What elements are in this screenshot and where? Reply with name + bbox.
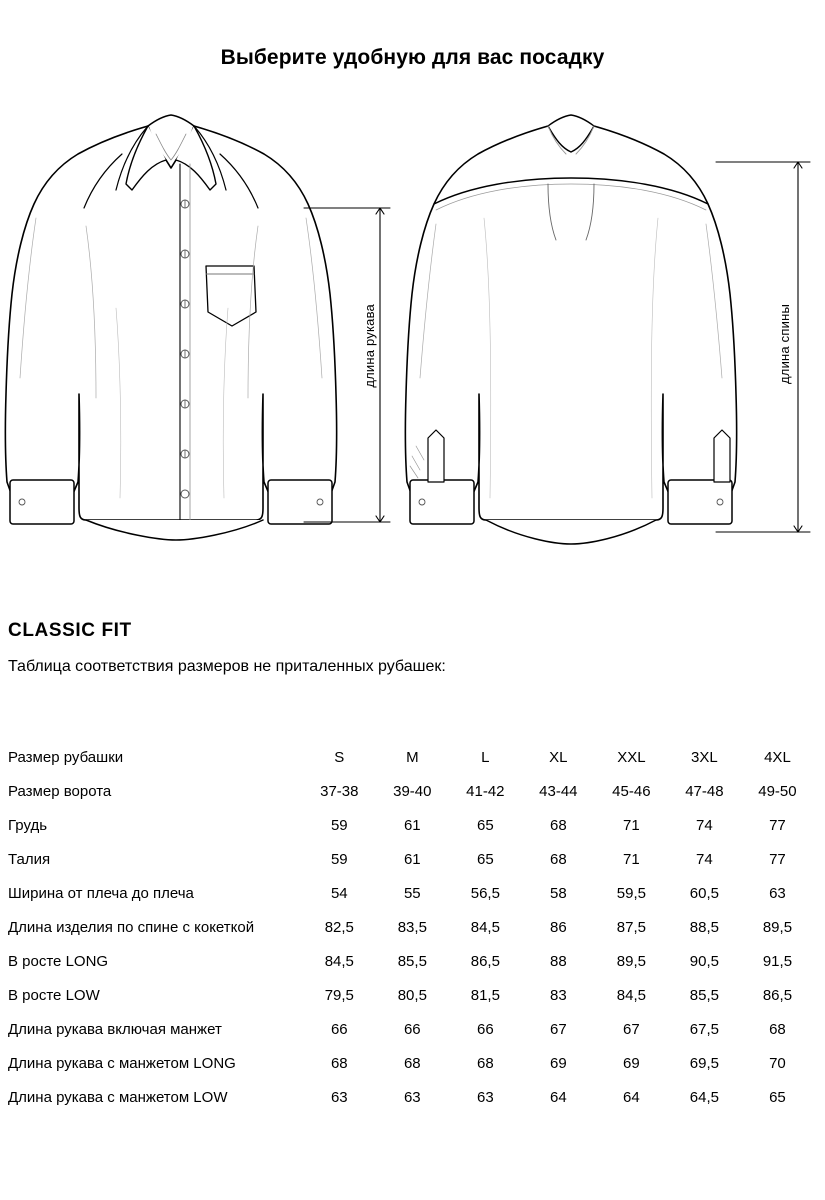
cell: 43-44	[539, 782, 578, 800]
cell: 74	[696, 816, 713, 834]
shirt-diagrams-svg	[0, 108, 825, 578]
cell: 86	[550, 918, 567, 936]
cell: 61	[403, 816, 421, 834]
row-label: Ширина от плеча до плеча	[8, 884, 194, 902]
table-header-row	[8, 740, 814, 774]
cell: 85,5	[397, 952, 427, 970]
row-label: Длина изделия по спине с кокеткой	[8, 918, 255, 936]
table-column-m: M	[406, 748, 419, 766]
row-label: Длина рукава с манжетом LOW	[8, 1088, 228, 1106]
cell: 77	[769, 816, 786, 834]
cell: 65	[476, 816, 494, 834]
cell: 41-42	[466, 782, 505, 800]
row-label: В росте LOW	[8, 986, 100, 1004]
cell: 68	[550, 850, 567, 868]
table-row	[8, 1012, 814, 1046]
table-column-xl: XL	[549, 748, 568, 766]
cell: 67	[623, 1020, 640, 1038]
fit-subheading: Таблица соответствия размеров не приталенных рубашек:	[8, 658, 446, 675]
cell: 65	[476, 850, 494, 868]
cell: 89,5	[762, 918, 793, 936]
cell: 64	[623, 1088, 640, 1106]
cell: 84,5	[324, 952, 354, 970]
row-label: Длина рукава включая манжет	[8, 1020, 222, 1038]
table-column-4xl: 4XL	[764, 748, 791, 766]
cell: 88	[550, 952, 567, 970]
row-label: В росте LONG	[8, 952, 109, 970]
cell: 68	[550, 816, 567, 834]
cell: 49-50	[758, 782, 797, 800]
cell: 86,5	[762, 986, 793, 1004]
cell: 80,5	[397, 986, 427, 1004]
cell: 47-48	[685, 782, 724, 800]
cell: 55	[403, 884, 421, 902]
table-row	[8, 1046, 814, 1080]
table-row	[8, 774, 814, 808]
cell: 89,5	[616, 952, 646, 970]
cell: 84,5	[616, 986, 646, 1004]
cell: 64,5	[689, 1088, 719, 1106]
cell: 82,5	[324, 918, 354, 936]
cell: 79,5	[324, 986, 354, 1004]
row-label: Длина рукава с манжетом LONG	[8, 1054, 236, 1072]
cell: 69	[550, 1054, 567, 1072]
cell: 63	[330, 1088, 348, 1106]
cell: 83,5	[397, 918, 427, 936]
cell: 84,5	[470, 918, 500, 936]
cell: 59	[330, 850, 348, 868]
table-column-s: S	[334, 748, 345, 766]
cell: 68	[330, 1054, 348, 1072]
cell: 66	[403, 1020, 421, 1038]
cell: 61	[403, 850, 421, 868]
cell: 58	[550, 884, 567, 902]
table-row	[8, 910, 814, 944]
fit-heading: CLASSIC FIT	[8, 620, 132, 641]
cell: 86,5	[470, 952, 500, 970]
cell: 63	[476, 1088, 494, 1106]
cell: 63	[403, 1088, 421, 1106]
row-label: Талия	[8, 850, 51, 868]
cell: 69,5	[689, 1054, 719, 1072]
cell: 77	[769, 850, 786, 868]
cell: 70	[769, 1054, 786, 1072]
cell: 67	[550, 1020, 567, 1038]
sleeve-length-label: длина рукава	[362, 304, 377, 388]
cell: 88,5	[689, 918, 719, 936]
shirt-illustrations	[0, 108, 825, 578]
cell: 67,5	[689, 1020, 719, 1038]
cell: 87,5	[616, 918, 646, 936]
table-row	[8, 978, 814, 1012]
back-length-label: длина спины	[777, 304, 792, 384]
page-title: Выберите удобную для вас посадку	[220, 46, 605, 69]
table-row	[8, 876, 814, 910]
cell: 60,5	[689, 884, 719, 902]
table-row	[8, 842, 814, 876]
cell: 68	[769, 1020, 786, 1038]
size-table	[8, 740, 814, 1114]
cell: 83	[550, 986, 567, 1004]
front-shirt-technical-drawing	[5, 115, 336, 540]
cell: 85,5	[689, 986, 719, 1004]
cell: 63	[769, 884, 786, 902]
cell: 54	[330, 884, 348, 902]
cell: 68	[403, 1054, 421, 1072]
cell: 74	[696, 850, 713, 868]
cell: 56,5	[470, 884, 500, 902]
cell: 69	[623, 1054, 640, 1072]
cell: 59	[330, 816, 348, 834]
table-column-3xl: 3XL	[691, 748, 718, 766]
table-row	[8, 808, 814, 842]
back-shirt-technical-drawing	[405, 115, 736, 544]
cell: 66	[476, 1020, 494, 1038]
row-label: Размер ворота	[8, 782, 112, 800]
cell: 91,5	[762, 952, 793, 970]
cell: 39-40	[393, 782, 432, 800]
cell: 68	[476, 1054, 494, 1072]
cell: 37-38	[320, 782, 359, 800]
table-row	[8, 1080, 814, 1114]
cell: 64	[550, 1088, 567, 1106]
table-row	[8, 944, 814, 978]
table-column-l: L	[481, 748, 490, 766]
row-label: Грудь	[8, 816, 48, 834]
cell: 71	[623, 850, 640, 868]
cell: 45-46	[612, 782, 651, 800]
cell: 59,5	[616, 884, 646, 902]
cell: 65	[769, 1088, 786, 1106]
cell: 66	[330, 1020, 348, 1038]
cell: 81,5	[470, 986, 500, 1004]
cell: 90,5	[689, 952, 719, 970]
cell: 71	[623, 816, 640, 834]
table-column-xxl: XXL	[617, 748, 646, 766]
table-header-label: Размер рубашки	[8, 748, 124, 766]
